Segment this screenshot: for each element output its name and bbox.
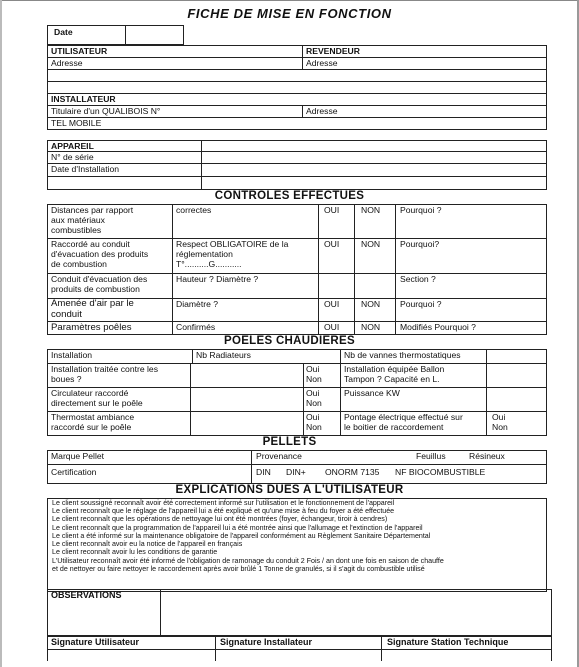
non-option[interactable]: Non xyxy=(306,398,322,408)
appareil-section xyxy=(47,140,547,190)
explication-line: Le client a été informé sur la maintenance obligatoire de l'appareil conformément au Règlement Sanitaire Départemental xyxy=(52,532,431,540)
poeles-heading: POELES CHAUDIERES xyxy=(224,335,355,347)
marque-pellet-label: Marque Pellet xyxy=(51,451,105,461)
nb-radiateurs-label: Nb Radiateurs xyxy=(196,350,251,360)
date-installation-label: Date d'Installation xyxy=(51,164,120,174)
explication-line: Le client reconnaît que les opérations de nettoyage lui ont été montrées (foyer, échangeur, tiroir à cendres) xyxy=(52,515,388,523)
explications-heading: EXPLICATIONS DUES A L'UTILISATEUR xyxy=(175,484,404,496)
oui-option[interactable]: Oui xyxy=(306,364,320,374)
non-option[interactable]: Non xyxy=(306,374,322,384)
explication-line: Le client reconnaît avoir eu la notice de l'appareil en français xyxy=(52,540,243,548)
controles-heading: CONTROLES EFFECTUES xyxy=(214,190,365,202)
explication-line: Le client reconnaît que la programmation de l'appareil lui a été montrée ainsi que l'allumage et l'extinction de l'appareil xyxy=(52,524,423,532)
installateur-label: INSTALLATEUR xyxy=(51,94,116,104)
qualibois-label: Titulaire d'un QUALIBOIS N° xyxy=(51,106,161,116)
non-option[interactable]: NON xyxy=(361,322,381,332)
oui-option[interactable]: OUI xyxy=(324,205,340,215)
date-label: Date xyxy=(54,27,73,37)
scan-edge-top xyxy=(0,0,579,1)
utilisateur-adresse-label: Adresse xyxy=(51,58,83,68)
explication-line: et de nettoyer ou faire nettoyer le raccordement après avoir brûlé 1 Tonne de granulés, si il s'agit du combustible utilisé xyxy=(52,565,425,573)
installateur-adresse-label: Adresse xyxy=(306,106,338,116)
oui-option[interactable]: Oui xyxy=(306,412,320,422)
revendeur-label: REVENDEUR xyxy=(306,46,360,56)
explication-line: L'Utilisateur reconnaît avoir été informé de l'obligation de ramonage du conduit 2 Fois / an dont une fois en saison de chauffe xyxy=(52,557,444,565)
signature-installateur-label[interactable]: Signature Installateur xyxy=(220,637,313,647)
installation-label: Installation xyxy=(51,350,93,360)
controles-table xyxy=(47,204,547,335)
numero-serie-label: N° de série xyxy=(51,152,94,162)
resineux-option[interactable]: Résineux xyxy=(469,451,505,461)
signature-station-label[interactable]: Signature Station Technique xyxy=(387,637,509,647)
explication-line: Le client reconnaît avoir lu les conditions de garantie xyxy=(52,548,218,556)
certification-label: Certification xyxy=(51,467,97,477)
scan-edge-left xyxy=(0,0,2,667)
revendeur-adresse-label: Adresse xyxy=(306,58,338,68)
observations-box[interactable] xyxy=(47,589,552,636)
appareil-label: APPAREIL xyxy=(51,141,94,151)
utilisateur-label: UTILISATEUR xyxy=(51,46,108,56)
feuillus-option[interactable]: Feuillus xyxy=(416,451,446,461)
oui-option[interactable]: OUI xyxy=(324,299,340,309)
tel-mobile-label: TEL MOBILE xyxy=(51,118,102,128)
provenance-label: Provenance xyxy=(256,451,302,461)
oui-option[interactable]: Oui xyxy=(306,388,320,398)
oui-option[interactable]: OUI xyxy=(324,322,340,332)
oui-option[interactable]: OUI xyxy=(324,239,340,249)
non-option[interactable]: Non xyxy=(492,422,508,432)
observations-label: OBSERVATIONS xyxy=(51,590,122,600)
pellets-heading: PELLETS xyxy=(262,436,317,448)
nb-vannes-label: Nb de vannes thermostatiques xyxy=(344,350,461,360)
nf-biocombustible-option[interactable]: NF BIOCOMBUSTIBLE xyxy=(395,467,486,477)
explication-line: Le client soussigné reconnaît avoir été correctement informé sur l'utilisation et le fonctionnement de l'appareil xyxy=(52,499,395,507)
form-title: FICHE DE MISE EN FONCTION xyxy=(187,6,392,21)
non-option[interactable]: NON xyxy=(361,239,381,249)
non-option[interactable]: NON xyxy=(361,299,381,309)
onorm-option[interactable]: ONORM 7135 xyxy=(325,467,380,477)
oui-option[interactable]: Oui xyxy=(492,412,506,422)
din-plus-option[interactable]: DIN+ xyxy=(286,467,306,477)
explication-line: Le client reconnaît que le réglage de l'appareil lui a été expliqué et qu'une mise à feu du foyer a été effectuée xyxy=(52,507,395,515)
form-page: FICHE DE MISE EN FONCTION Date UTILISATEUR Adresse REVENDEUR Adresse INSTALLATEUR Titulaire d'un QUALIBOIS N° Adresse TEL MOBILE APPAREIL N° de série Date d'Installation CONTROLES EFFECTUES Distances par rapport aux matériaux combustibles correctes OUI NON Pourquoi ? Raccordé au conduit d'évacuation des produits de combustion Respect OBLIGATOIRE de la réglementation T°..........G........... OUI NON Pourquoi? Conduit d'évacuation des produits de combustion Hauteur ? Diamètre ? Section ? Amenée d'air par le conduit Diamètre ? OUI NON Pourquoi ? Paramètres poêles Confirmés OUI NON Modifiés Pourquoi ? POELES CHAUDIERES Installation Nb Radiateurs Nb de vannes thermostatiques Installation traitée contre les boues ? Oui Non Installation équipée Ballon Tampon ? Capacité en L. Circulateur raccordé directement sur le poêle Oui Non Puissance KW Thermostat ambiance raccordé sur le poêle Oui Non Pontage électrique effectué sur le boitier de raccordement Oui Non PELLETS Marque Pellet Provenance Feuillus Résineux Certification DIN DIN+ ONORM 7135 NF BIOCOMBUSTIBLE EXPLICATIONS DUES A L'UTILISATEUR Le client soussigné reconnaît avoir été correctement informé sur l'utilisation et le fonctionnement de l'appareil Le client reconnaît que le réglage de l'appareil lui a été expliqué et qu'une mise à feu du foyer a été effectuée Le client reconnaît que les opérations de nettoyage lui ont été montrées (foyer, échangeur, tiroir à cendres) Le client reconnaît que la programmation de l'appareil lui a été montrée ainsi que l'allumage et l'extinction de l'appareil Le client a été informé sur la maintenance obligatoire de l'appareil conformément au Règlement Sanitaire Départemental Le client reconnaît avoir eu la notice de l'appareil en français Le client reconnaît avoir lu les conditions de garantie L'Utilisateur reconnaît avoir été informé de l'obligation de ramonage du conduit 2 Fois / an dont une fois en saison de chauffe et de nettoyer ou faire nettoyer le raccordement après avoir brûlé 1 Tonne de granulés, si il s'agit du combustible utilisé OBSERVATIONS Signature Utilisateur Signature Installateur Signature Station Technique xyxy=(0,0,579,667)
din-option[interactable]: DIN xyxy=(256,467,271,477)
signature-utilisateur-label[interactable]: Signature Utilisateur xyxy=(51,637,140,647)
non-option[interactable]: Non xyxy=(306,422,322,432)
non-option[interactable]: NON xyxy=(361,205,381,215)
